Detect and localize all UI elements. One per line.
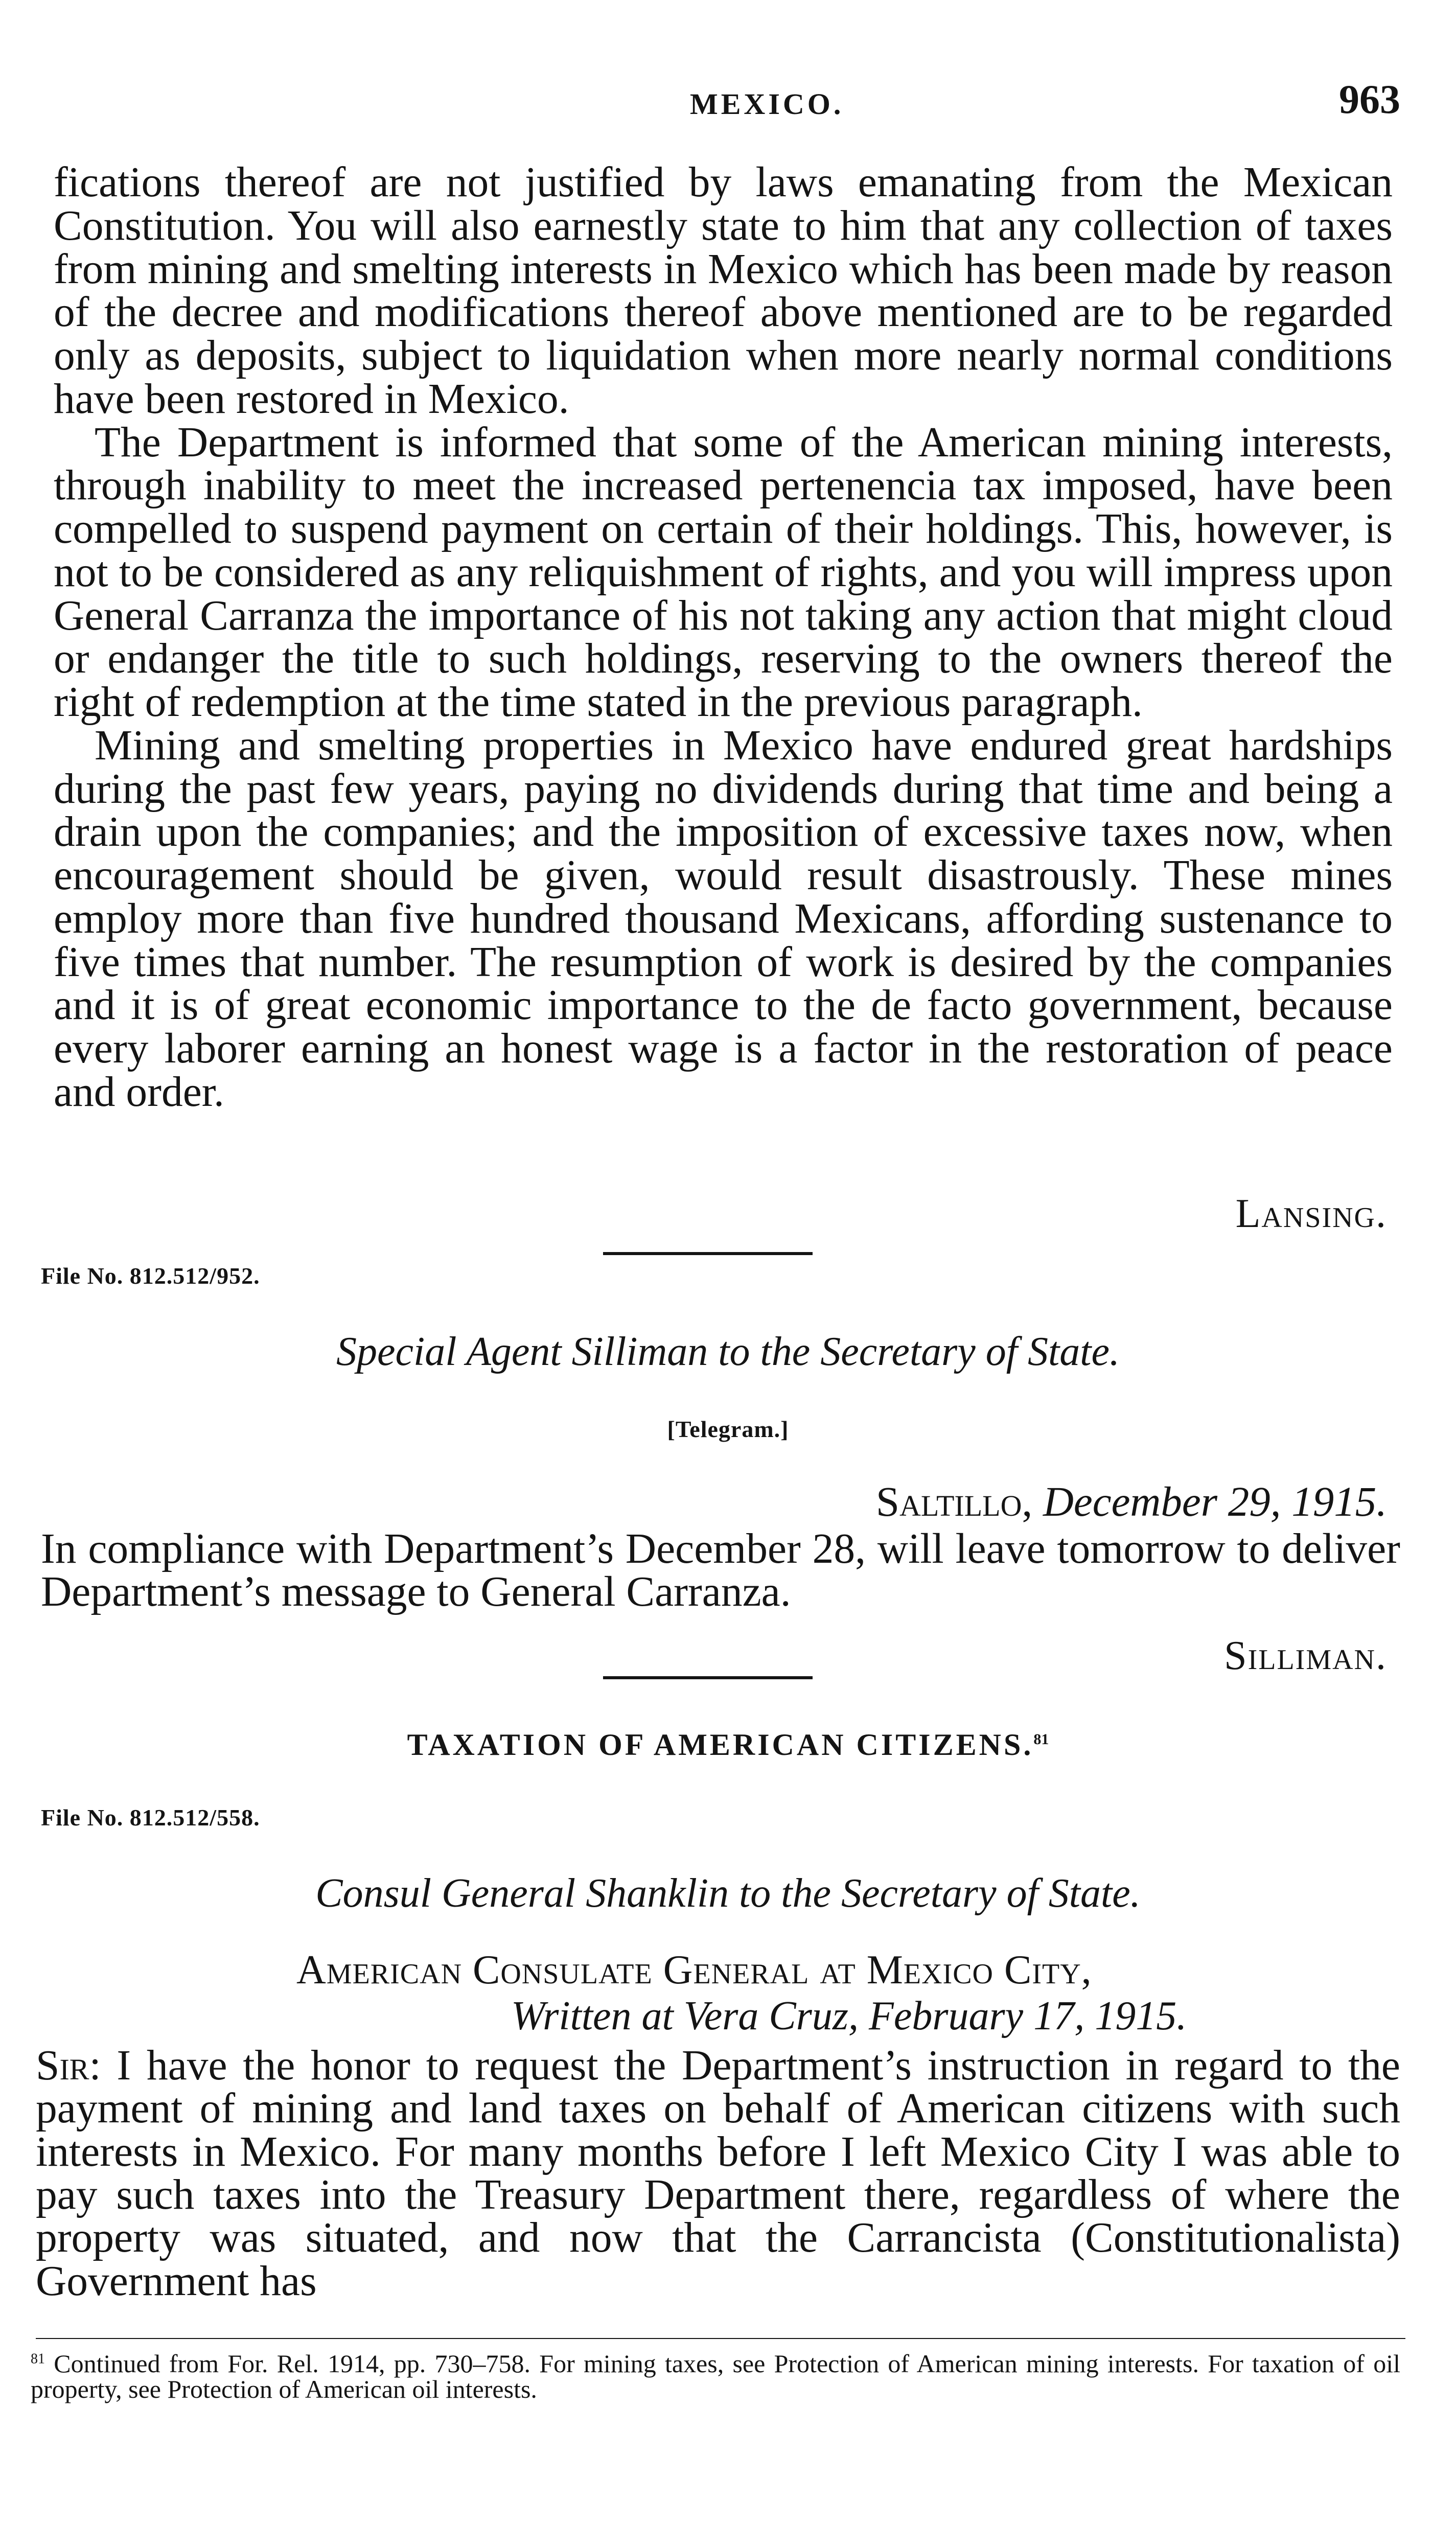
signature-silliman: Silliman. bbox=[1224, 1633, 1387, 1678]
file-number-558: File No. 812.512/558. bbox=[41, 1804, 260, 1831]
signature-lansing: Lansing. bbox=[1235, 1191, 1387, 1236]
page-header bbox=[41, 77, 1400, 133]
letter-text: I have the honor to request the Department’s instruction in regard to the payment of mining and land taxes on behalf of American citizens with such interests in Mexico. For many months before I left Mexico City I was able to pay such taxes into the Treasury Department there, regardless of where the property was situated, and now that the Carrancista (Constitutionalista) Government has bbox=[36, 2042, 1400, 2305]
address-line-2: Written at Vera Cruz, February 17, 1915. bbox=[511, 1994, 1187, 2039]
letter-heading-shanklin: Consul General Shanklin to the Secretary of State. bbox=[315, 1871, 1141, 1916]
section-divider bbox=[603, 1676, 813, 1679]
address-line-1: American Consulate General at Mexico City, bbox=[296, 1948, 1092, 1993]
footnote-marker: 81 bbox=[31, 2351, 45, 2367]
paragraph-2: The Department is informed that some of the American mining interests, through inability to meet the increased pertenencia tax imposed, have been compelled to suspend payment on certain of their holdings. This, however, is not to be considered as any reliquishment of rights, and you will impress upon General Carranza the importance of his not taking any action that might cloud or endanger the title to such holdings, reserving to the owners thereof the right of redemption at the time stated in the previous paragraph. bbox=[54, 419, 1393, 726]
running-title: MEXICO. bbox=[690, 87, 844, 121]
footnote-text: Continued from For. Rel. 1914, pp. 730–758. For mining taxes, see Protection of American mining interests. For taxation of oil property, see Protection of American oil interests. bbox=[31, 2349, 1401, 2403]
dateline-saltillo bbox=[876, 1477, 1387, 1526]
footnote bbox=[31, 2351, 1400, 2402]
main-text-block bbox=[54, 161, 1393, 1114]
section-title-taxation bbox=[0, 1727, 1456, 1763]
dateline-place: Saltillo, bbox=[875, 1478, 1033, 1525]
dateline-date: December 29, 1915. bbox=[1043, 1478, 1387, 1525]
section-title-text: TAXATION OF AMERICAN CITIZENS. bbox=[407, 1728, 1034, 1762]
file-number-952: File No. 812.512/952. bbox=[41, 1263, 260, 1289]
footnote-ref: 81 bbox=[1033, 1731, 1049, 1748]
page-number: 963 bbox=[1339, 77, 1400, 122]
telegram-text: In compliance with Department’s December 28, will leave tomorrow to deliver Department’s message to General Carranza. bbox=[41, 1525, 1400, 1615]
section-divider bbox=[603, 1252, 813, 1255]
salutation: Sir: bbox=[36, 2042, 101, 2089]
telegram-label: [Telegram.] bbox=[667, 1416, 789, 1442]
paragraph-1: fications thereof are not justified by laws emanating from the Mexican Constitution. You will also earnestly state to him that any collection of taxes from mining and smelting interests in Mexico which has been made by reason of the decree and modifications thereof above mentioned are to be regarded only as deposits, subject to liquidation when more nearly normal conditions have been restored in Mexico. bbox=[54, 159, 1393, 423]
footnote-divider bbox=[36, 2338, 1405, 2339]
letter-heading-silliman: Special Agent Silliman to the Secretary of State. bbox=[336, 1329, 1120, 1374]
letter-body bbox=[36, 2044, 1400, 2303]
paragraph-3: Mining and smelting properties in Mexico have endured great hardships during the past few years, paying no dividends during that time and being a drain upon the companies; and the imposition of excessive taxes now, when encouragement should be given, would result disastrously. These mines employ more than five hundred thousand Mexicans, affording sustenance to five times that number. The resumption of work is desired by the companies and it is of great economic importance to the de facto government, because every laborer earning an honest wage is a factor in the restoration of peace and order. bbox=[54, 722, 1393, 1116]
